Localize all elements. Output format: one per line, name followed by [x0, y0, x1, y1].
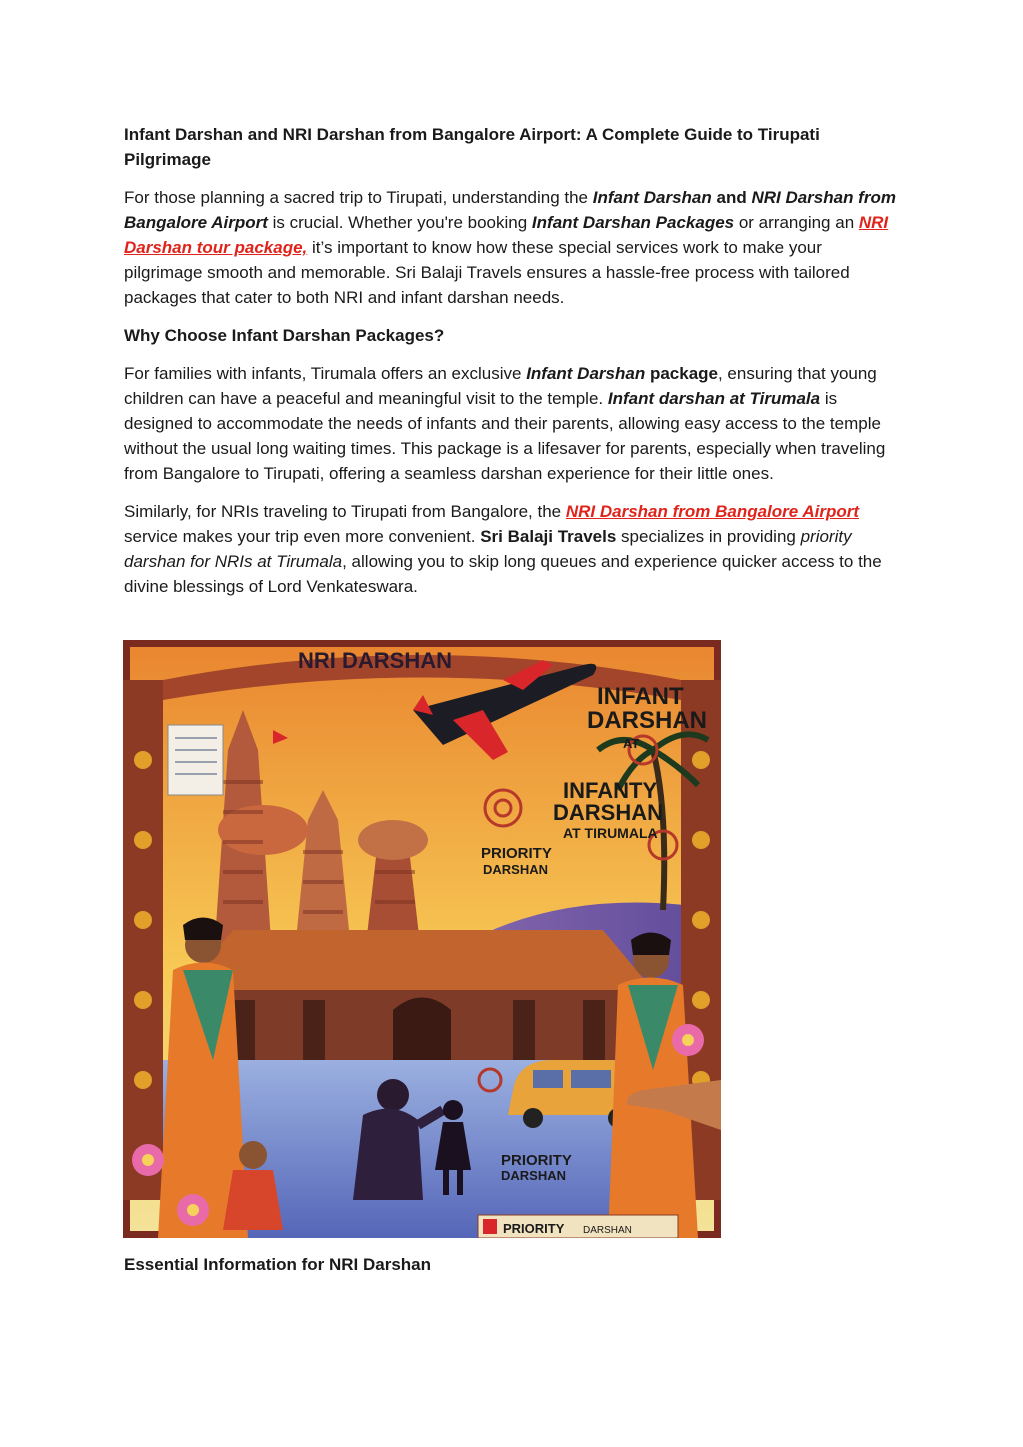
nri-tour-package-link[interactable]: NRI Darshan tour package, — [124, 213, 889, 257]
intro-paragraph — [124, 185, 904, 310]
priority-banner-text-2: DARSHAN — [583, 1225, 632, 1236]
darshan-illustration — [123, 640, 721, 1238]
at-label: AT — [623, 736, 640, 751]
s2-italic-priority: priority darshan for NRIs at Tirumala — [124, 527, 852, 571]
intro-bold-infant-darshan: Infant Darshan — [592, 188, 712, 207]
s1-text-4: is designed to accommodate the needs of infants and their parents, allowing easy access to the temple without the usual long waiting times. This package is a lifesaver for parents, especially when traveling from Bangalore to Tirupati, offering a seamless darshan experience for their little ones. — [124, 389, 886, 483]
s2-text-1: Similarly, for NRIs traveling to Tirupati from Bangalore, the — [124, 502, 566, 521]
s1-text-1: For families with infants, Tirumala offers an exclusive — [124, 364, 527, 383]
intro-text-1: For those planning a sacred trip to Tirupati, understanding the — [124, 188, 593, 207]
priority-label-2: PRIORITY — [501, 1152, 572, 1169]
intro-bold-packages: Infant Darshan Packages — [531, 213, 735, 232]
s1-bold-infant-at-tirumala: Infant darshan at Tirumala — [607, 389, 821, 408]
priority-label-2b: DARSHAN — [501, 1168, 566, 1183]
section-heading-essential-info: Essential Information for NRI Darshan — [124, 1255, 431, 1274]
priority-banner — [478, 1215, 678, 1238]
priority-label-1b: DARSHAN — [483, 862, 548, 877]
s1-text-3: , ensuring that young children can have a peaceful and meaningful visit to the temple. — [124, 364, 877, 408]
nri-darshan-label: NRI DARSHAN — [298, 648, 452, 673]
document-body — [124, 122, 904, 612]
s1-bold-infant-darshan: Infant Darshan — [526, 364, 646, 383]
intro-text-4: or arranging an — [734, 213, 859, 232]
tirumala-label: AT TIRUMALA — [563, 825, 658, 841]
priority-banner-text: PRIORITY — [503, 1221, 565, 1236]
intro-text-3: is crucial. Whether you're booking — [267, 213, 532, 232]
infanty-label-1: INFANTY — [563, 778, 658, 803]
s1-bold-package: package — [645, 364, 718, 383]
intro-text-5: it’s important to know how these special services work to make your pilgrimage smooth and memorable. Sri Balaji Travels ensures a hassle-free process with tailored packages that cater to both NRI and infant darshan needs. — [124, 238, 850, 307]
page-title: Infant Darshan and NRI Darshan from Bangalore Airport: A Complete Guide to Tirupati Pilgrimage — [124, 125, 820, 169]
section1-paragraph — [124, 361, 904, 486]
s2-text-2: service makes your trip even more convenient. — [124, 527, 481, 546]
s2-text-4: , allowing you to skip long queues and experience quicker access to the divine blessings of Lord Venkateswara. — [124, 552, 882, 596]
infant-label-1: INFANT — [597, 683, 684, 710]
s2-bold-sri-balaji: Sri Balaji Travels — [480, 527, 617, 546]
intro-text-and: and — [711, 188, 752, 207]
priority-label-1: PRIORITY — [481, 845, 552, 862]
form-card — [168, 725, 223, 795]
intro-bold-nri-darshan: NRI Darshan from Bangalore Airport — [124, 188, 896, 232]
mandapa-roof — [183, 930, 653, 990]
section-heading-why-choose: Why Choose Infant Darshan Packages? — [124, 326, 445, 345]
nri-darshan-airport-link[interactable]: NRI Darshan from Bangalore Airport — [565, 502, 859, 521]
infant-label-2: DARSHAN — [587, 707, 707, 734]
section2-paragraph — [124, 499, 904, 599]
s2-text-3: specializes in providing — [616, 527, 801, 546]
infanty-label-2: DARSHAN — [553, 800, 663, 825]
